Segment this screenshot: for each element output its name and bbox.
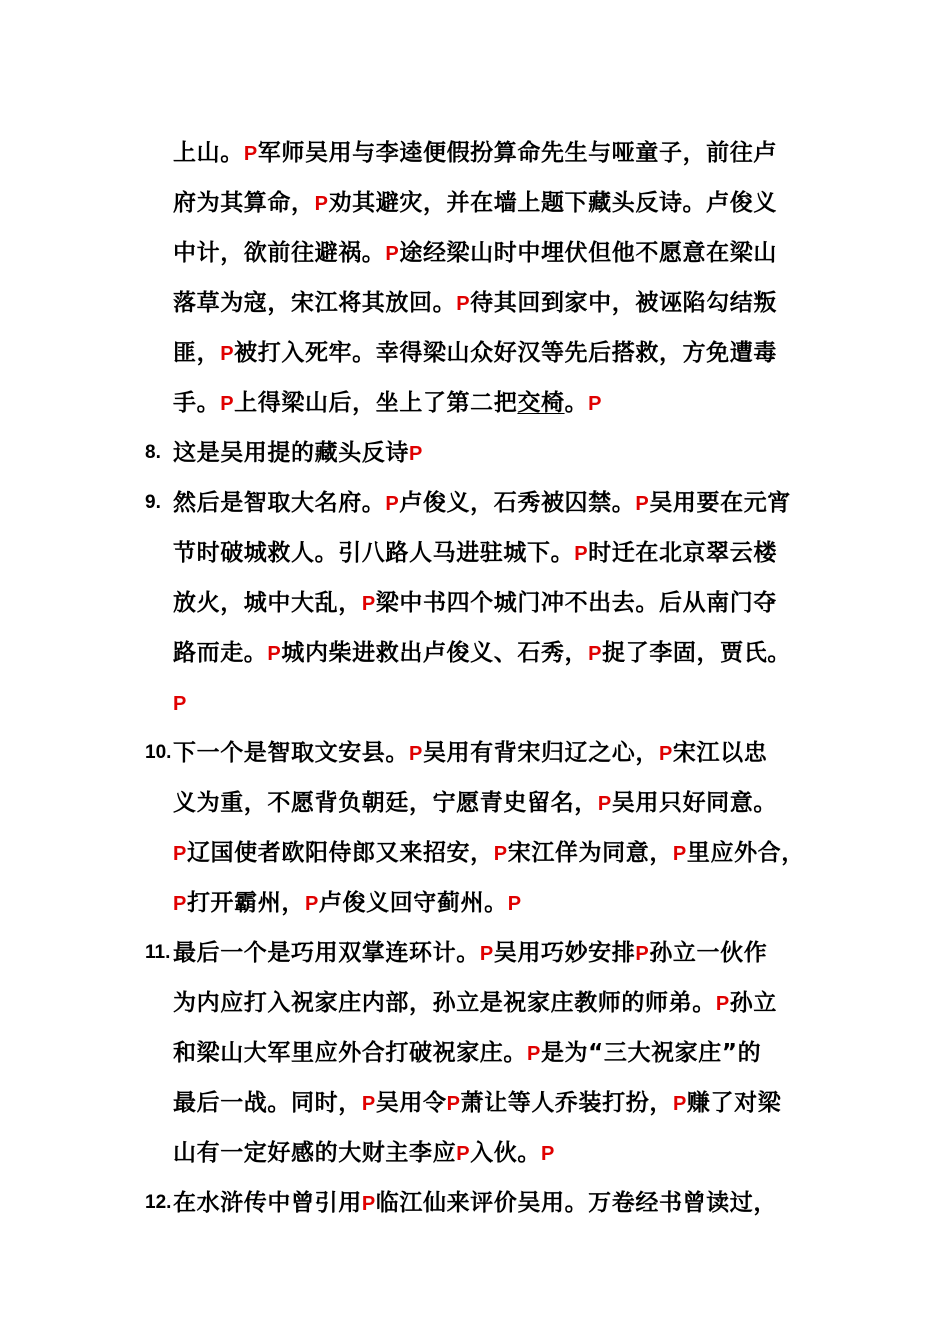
text-run: 最后一个是巧用双掌连环计。: [173, 940, 480, 966]
text-run: 梁中书四个城门冲不出去。后从南门夺: [375, 590, 777, 616]
text-run: 路而走。: [173, 640, 268, 666]
text-run: 义为重，不愿背负朝廷，宁愿青史留名，: [173, 790, 598, 816]
list-number: 12.: [145, 1192, 172, 1213]
paragraph-marker: P: [715, 993, 730, 1015]
paragraph-marker: P: [672, 1093, 687, 1115]
paragraph-marker: P: [479, 943, 494, 965]
text-run: 落草为寇，宋江将其放回。: [173, 290, 457, 316]
text-run: 为内应打入祝家庄内部，孙立是祝家庄教师的师弟。: [173, 990, 716, 1016]
text-run: 待其回到家中，被诬陷勾结叛: [470, 290, 777, 316]
paragraph-marker: P: [220, 343, 235, 365]
text-line: [173, 278, 825, 328]
paragraph-marker: P: [540, 1143, 555, 1165]
paragraph-marker: P: [409, 443, 423, 465]
paragraph-marker: P: [597, 793, 612, 815]
paragraph-marker: P: [314, 193, 329, 215]
text-run: 军师吴用与李逵便假扮算命先生与哑童子，前往卢: [257, 140, 777, 166]
paragraph-marker: P: [456, 1143, 471, 1165]
paragraph-marker: P: [658, 743, 673, 765]
text-run: 吴用令: [375, 1090, 447, 1116]
paragraph-marker: P: [456, 293, 471, 315]
text-run: 途经梁山时中埋伏但他不愿意在梁山: [399, 240, 777, 266]
text-run: 和梁山大军里应外合打破祝家庄。: [173, 1040, 527, 1066]
text-run: 被打入死牢。幸得梁山众好汉等先后搭救，方免遭毒: [234, 340, 777, 366]
paragraph-marker: P: [409, 743, 423, 765]
text-run: 府为其算命，: [173, 190, 315, 216]
list-item-11: [145, 928, 825, 1178]
text-run: 匪，: [173, 340, 221, 366]
text-run: 孙立一伙作: [649, 940, 768, 966]
text-run: 是为“三大祝家庄”的: [540, 1040, 762, 1066]
text-line: [173, 928, 825, 978]
text-line: [173, 628, 825, 678]
paragraph-marker: P: [635, 943, 650, 965]
paragraph-marker: P: [243, 143, 258, 165]
text-run: 卢俊义，石秀被囚禁。: [399, 490, 636, 516]
list-item-8: [145, 428, 825, 478]
list-number: 11.: [145, 942, 171, 963]
text-line: [173, 1128, 825, 1178]
paragraph-marker: P: [507, 893, 522, 915]
text-run: 吴用只好同意。: [611, 790, 777, 816]
paragraph-marker: P: [304, 893, 319, 915]
paragraph-marker: P: [361, 593, 376, 615]
paragraph-marker: P: [635, 493, 650, 515]
text-run: 宋江佯为同意，: [507, 840, 673, 866]
text-run: 中计，欲前往避祸。: [173, 240, 386, 266]
text-run: 时迁在北京翠云楼: [588, 540, 777, 566]
paragraph-marker: P: [220, 393, 235, 415]
list-number: 9.: [145, 492, 161, 513]
paragraph-marker: P: [588, 393, 603, 415]
text-run: 手。: [173, 390, 221, 416]
paragraph-marker: P: [361, 1193, 376, 1215]
underlined-term: 交椅: [517, 390, 565, 416]
text-line: [173, 428, 825, 478]
paragraph-marker: P: [574, 543, 589, 565]
paragraph-marker: P: [446, 1093, 461, 1115]
paragraph-marker: P: [672, 843, 687, 865]
text-run: 捉了李固，贾氏。: [602, 640, 791, 666]
text-line: [173, 178, 825, 228]
paragraph-marker: P: [173, 843, 187, 865]
text-run: 山有一定好感的大财主李应: [173, 1140, 457, 1166]
text-run: 上山。: [173, 140, 244, 166]
text-line: [173, 828, 825, 878]
list-number: 10.: [145, 742, 172, 763]
text-run: 卢俊义回守蓟州。: [318, 890, 508, 916]
paragraph-continuation: [145, 128, 825, 428]
text-run: 这是吴用提的藏头反诗: [173, 440, 409, 466]
list-item-12: [145, 1178, 825, 1228]
paragraph-marker: P: [527, 1043, 541, 1065]
list-item-9: [145, 478, 825, 728]
text-run: 吴用有背宋归辽之心，: [422, 740, 659, 766]
paragraph-marker: P: [173, 693, 187, 715]
text-run: 放火，城中大乱，: [173, 590, 362, 616]
text-run: 下一个是智取文安县。: [173, 740, 409, 766]
text-line: [173, 878, 825, 928]
text-run: 入伙。: [470, 1140, 541, 1166]
text-run: 萧让等人乔装打扮，: [460, 1090, 673, 1116]
text-run: 上得梁山后，坐上了第二把: [234, 390, 518, 416]
text-run: 临江仙来评价吴用。万卷经书曾读过，: [375, 1190, 777, 1216]
text-run: 劝其避灾，并在墙上题下藏头反诗。卢俊义: [328, 190, 777, 216]
text-run: 。: [564, 390, 589, 416]
paragraph-marker: P: [588, 643, 603, 665]
text-run: 吴用要在元宵: [649, 490, 791, 516]
text-run: 赚了对梁: [686, 1090, 782, 1116]
text-line: [173, 1078, 825, 1128]
text-line: [173, 528, 825, 578]
list-number: 8.: [145, 442, 161, 463]
text-line: [173, 778, 825, 828]
text-line: [173, 328, 825, 378]
text-line: [173, 1178, 825, 1228]
text-line: [173, 578, 825, 628]
text-line: [173, 128, 825, 178]
list-item-10: [145, 728, 825, 928]
paragraph-marker: P: [361, 1093, 376, 1115]
text-run: 最后一战。同时，: [173, 1090, 362, 1116]
text-run: 节时破城救人。引八路人马进驻城下。: [173, 540, 575, 566]
paragraph-marker: P: [385, 243, 400, 265]
text-run: 在水浒传中曾引用: [173, 1190, 362, 1216]
paragraph-marker: P: [173, 893, 187, 915]
document-body: [145, 128, 825, 1228]
text-run: 里应外合，: [686, 840, 805, 866]
text-run: 吴用巧妙安排: [493, 940, 636, 966]
paragraph-marker: P: [385, 493, 400, 515]
text-line: [173, 728, 825, 778]
paragraph-marker: P: [267, 643, 282, 665]
text-line: [173, 228, 825, 278]
text-run: 城内柴进救出卢俊义、石秀，: [281, 640, 589, 666]
text-run: 孙立: [729, 990, 777, 1016]
text-run: 宋江以忠: [672, 740, 768, 766]
text-line: [173, 378, 825, 428]
text-line: [173, 478, 825, 528]
text-line: [173, 978, 825, 1028]
text-run: 打开霸州，: [186, 890, 305, 916]
paragraph-marker: P: [493, 843, 508, 865]
text-run: 辽国使者欧阳侍郎又来招安，: [186, 840, 494, 866]
text-line: [173, 678, 825, 728]
text-run: 然后是智取大名府。: [173, 490, 386, 516]
text-line: [173, 1028, 825, 1078]
